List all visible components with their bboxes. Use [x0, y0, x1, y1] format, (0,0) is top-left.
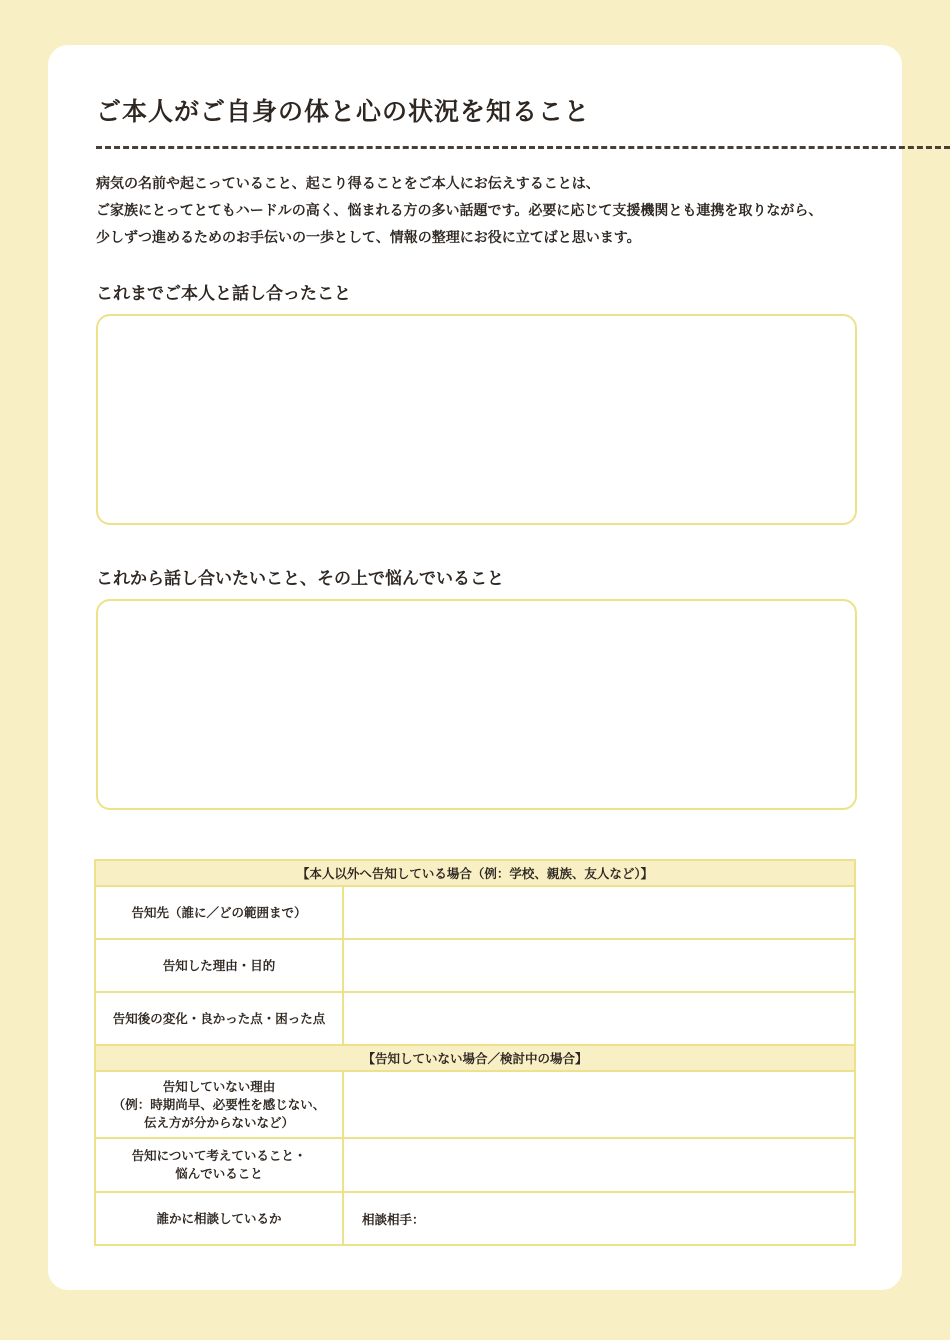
- label-line: （例：時期尚早、必要性を感じない、: [112, 1096, 326, 1112]
- table-section-header: [95, 860, 855, 886]
- table-row: [95, 992, 855, 1045]
- table-row: [95, 1192, 855, 1245]
- row-label-post-disclosure-changes: 告知後の変化・良かった点・困った点: [95, 992, 343, 1045]
- label-line: 告知していない理由: [162, 1078, 276, 1094]
- row-label-nondisclosure-reason: [95, 1071, 343, 1138]
- post-disclosure-changes-field[interactable]: [343, 992, 855, 1045]
- label-line: 告知について考えていること・: [131, 1148, 307, 1163]
- consultation-partner-field[interactable]: 相談相手：: [343, 1192, 855, 1245]
- page-title: ご本人がご自身の体と心の状況を知ること: [96, 97, 591, 126]
- table-row: [95, 939, 855, 992]
- row-label-disclosure-recipients: 告知先（誰に／どの範囲まで）: [95, 886, 343, 939]
- dashed-divider: [96, 146, 950, 149]
- nondisclosure-reason-field[interactable]: [343, 1071, 855, 1138]
- table-row: [95, 1071, 855, 1138]
- intro-line: ご家族にとってとてもハードルの高く、悩まれる方の多い話題です。必要に応じて支援機関とも連携を取りながら、: [96, 203, 823, 219]
- table-row: [95, 886, 855, 939]
- disclosure-recipients-field[interactable]: [343, 886, 855, 939]
- disclosure-table: [94, 859, 856, 1246]
- future-discussions-writing-box[interactable]: [96, 599, 857, 810]
- table-section-header: [95, 1045, 855, 1071]
- section-heading-past-discussions: これまでご本人と話し合ったこと: [96, 284, 351, 304]
- past-discussions-writing-box[interactable]: [96, 314, 857, 525]
- disclosed-section-label: 【本人以外へ告知している場合（例：学校、親族、友人など）】: [95, 860, 855, 886]
- disclosure-thoughts-field[interactable]: [343, 1138, 855, 1192]
- intro-line: 少しずつ進めるためのお手伝いの一歩として、情報の整理にお役に立てばと思います。: [96, 230, 641, 246]
- disclosure-reason-field[interactable]: [343, 939, 855, 992]
- label-line: 伝え方が分からないなど）: [143, 1114, 294, 1130]
- row-label-disclosure-thoughts: [95, 1138, 343, 1192]
- label-line: 悩んでいること: [175, 1166, 263, 1181]
- table-row: [95, 1138, 855, 1192]
- intro-text: [96, 171, 896, 252]
- intro-line: 病気の名前や起こっていること、起こり得ることをご本人にお伝えすることは、: [96, 176, 600, 192]
- undisclosed-section-label: 【告知していない場合／検討中の場合】: [95, 1045, 855, 1071]
- section-heading-future-discussions: これから話し合いたいこと、その上で悩んでいること: [96, 569, 504, 589]
- row-label-consultation: 誰かに相談しているか: [95, 1192, 343, 1245]
- row-label-disclosure-reason: 告知した理由・目的: [95, 939, 343, 992]
